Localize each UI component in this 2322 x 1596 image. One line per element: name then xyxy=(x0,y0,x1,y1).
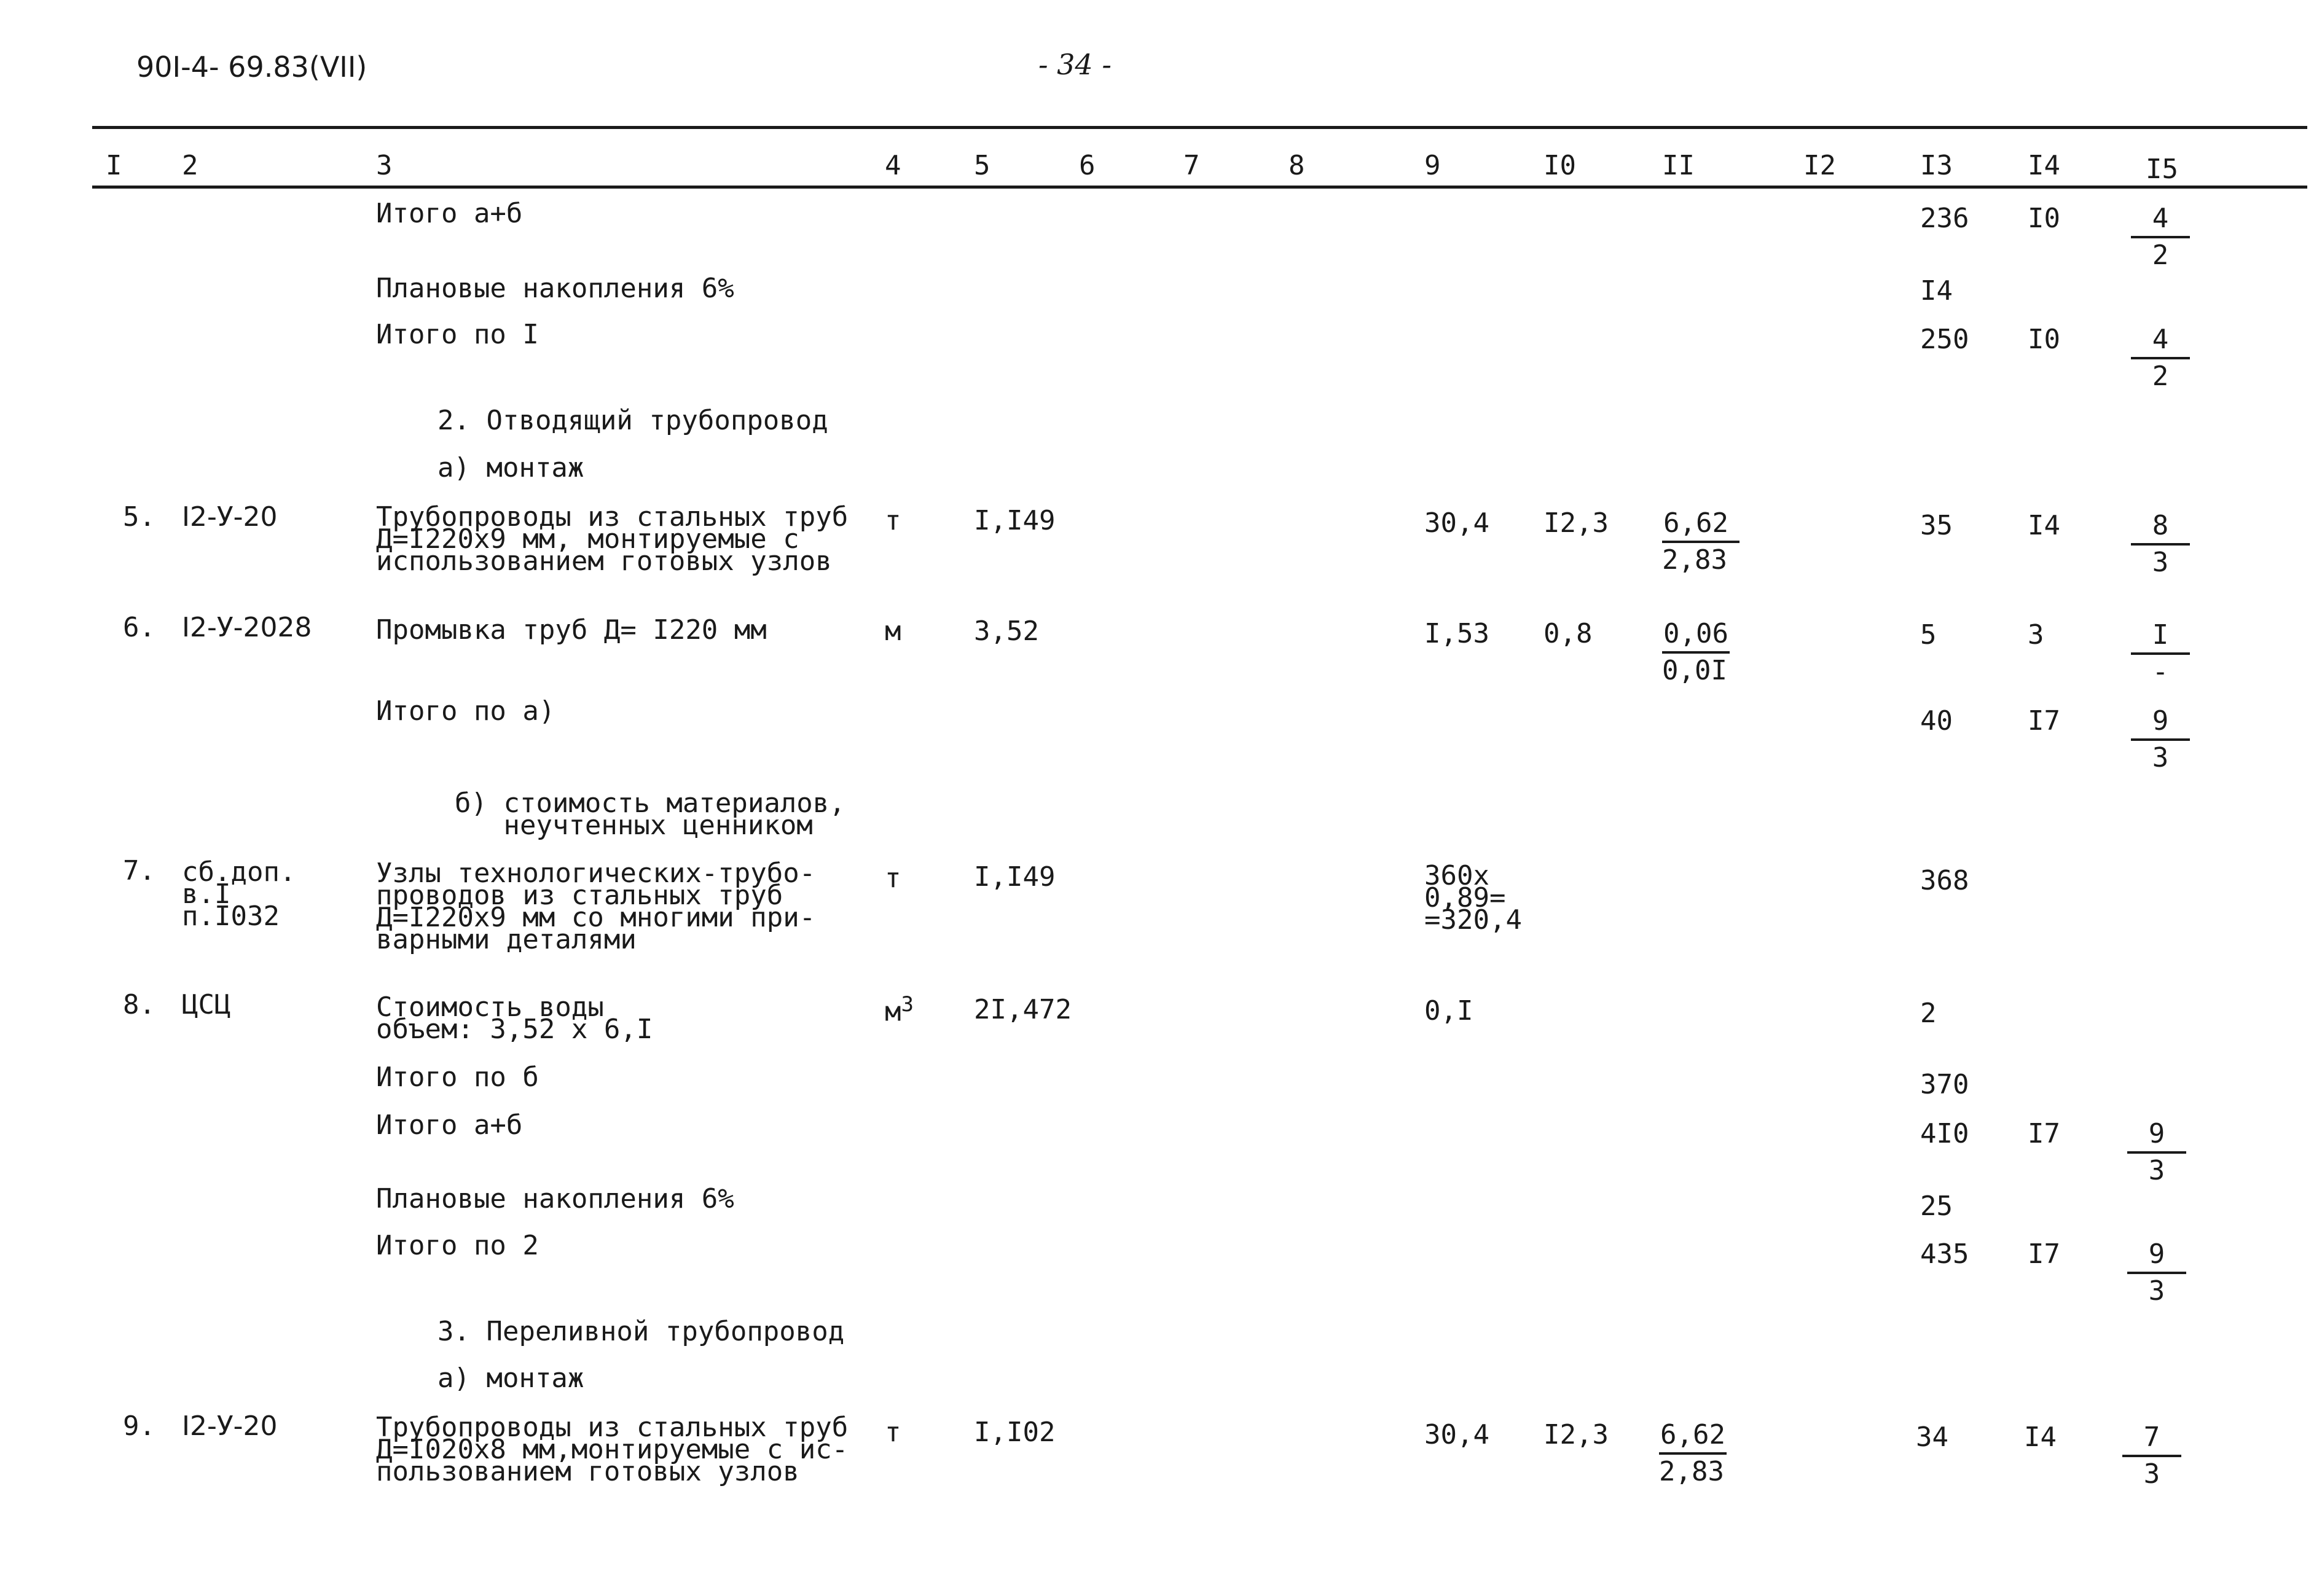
row-number: 6. xyxy=(123,612,155,643)
cell-col9: 0,I xyxy=(1424,995,1473,1027)
row-code: I2-У-20 xyxy=(182,501,278,533)
cell-col11-fraction xyxy=(1659,1419,1727,1487)
cell-col13: I4 xyxy=(1920,275,1953,307)
description-line: пользованием готовых узлов xyxy=(376,1456,799,1487)
cell-col13: 40 xyxy=(1920,705,1953,737)
cell-col9: 30,4 xyxy=(1424,507,1489,539)
cell-col15-fraction xyxy=(2131,705,2190,773)
header-top-rule xyxy=(92,126,2307,129)
cell-col13: 236 xyxy=(1920,203,1969,234)
cell-col5: I,I49 xyxy=(974,861,1056,893)
fraction-denominator: 2,83 xyxy=(1659,1456,1724,1487)
column-header: I4 xyxy=(2028,150,2060,181)
column-header: 9 xyxy=(1424,150,1441,181)
column-header: 4 xyxy=(885,150,901,181)
cell-col14: I0 xyxy=(2028,324,2060,355)
column-header: 8 xyxy=(1288,150,1305,181)
unit-text: м xyxy=(885,996,901,1028)
row-description xyxy=(376,1412,849,1487)
fraction-denominator: 2 xyxy=(2152,240,2169,271)
row-code: I2-У-20 xyxy=(182,1410,278,1442)
cell-col13: 368 xyxy=(1920,865,1969,896)
cell-col9 xyxy=(1424,860,1522,936)
cell-col13: 5 xyxy=(1920,619,1937,651)
fraction-numerator: 8 xyxy=(2131,512,2190,546)
cell-col11-fraction xyxy=(1662,620,1730,684)
cell-unit: м xyxy=(885,616,901,647)
cell-col13: 35 xyxy=(1920,510,1953,541)
cell-col13: 435 xyxy=(1920,1238,1969,1270)
cell-col15-fraction xyxy=(2131,512,2190,576)
column-header: I3 xyxy=(1920,150,1953,181)
unit-superscript: 3 xyxy=(901,992,914,1017)
cell-unit: т xyxy=(885,863,901,894)
fraction-numerator: 4 xyxy=(2131,326,2190,359)
cell-col5: I,I02 xyxy=(974,1417,1056,1448)
description-line: Д=I220х9 мм, монтируемые с xyxy=(376,523,799,555)
cell-col13: 4I0 xyxy=(1920,1118,1969,1149)
cell-col10: I2,3 xyxy=(1543,507,1609,539)
column-header: 6 xyxy=(1079,150,1096,181)
row-description xyxy=(376,501,849,577)
fraction-denominator: 2,83 xyxy=(1662,544,1727,576)
description-line: объем: 3,52 х 6,I xyxy=(376,1014,653,1045)
row-number: 8. xyxy=(123,989,155,1020)
cell-col13: 2 xyxy=(1920,998,1937,1029)
description-line: Д=I020х8 мм,монтируемые с ис- xyxy=(376,1434,849,1465)
cell-col15-fraction xyxy=(2131,205,2190,269)
cell-col9: 30,4 xyxy=(1424,1419,1489,1450)
col9-line: =320,4 xyxy=(1424,904,1522,936)
fraction-denominator: - xyxy=(2152,656,2169,687)
cell-col9: I,53 xyxy=(1424,618,1489,649)
fraction-numerator: 9 xyxy=(2127,1121,2186,1154)
description-line: использованием готовых узлов xyxy=(376,546,832,577)
fraction-denominator: 0,0I xyxy=(1662,655,1727,686)
section-heading: 2. Отводящий трубопровод xyxy=(437,405,828,436)
code-line: сб.доп. xyxy=(182,856,296,888)
fraction-denominator: 3 xyxy=(2152,547,2169,578)
row-code: I2-У-2028 xyxy=(182,612,312,643)
fraction-denominator: 2 xyxy=(2152,361,2169,392)
cell-col14: I7 xyxy=(2028,1238,2060,1270)
column-header: 7 xyxy=(1183,150,1200,181)
subsection-heading: а) монтаж xyxy=(437,452,584,483)
cell-col14: I4 xyxy=(2024,1422,2057,1453)
cell-col5: 2I,472 xyxy=(974,994,1072,1025)
cell-col11-fraction xyxy=(1662,507,1740,576)
page-number: - 34 - xyxy=(1038,48,1112,81)
code-line: в.I xyxy=(182,878,231,910)
cell-col13: 25 xyxy=(1920,1191,1953,1222)
col9-line: 360х xyxy=(1424,860,1489,891)
cell-col14: I7 xyxy=(2028,705,2060,737)
description-line: Стоимость воды xyxy=(376,992,604,1023)
section-heading: 3. Переливной трубопровод xyxy=(437,1316,845,1347)
heading-line: неучтенных ценником xyxy=(503,810,813,841)
cell-col10: I2,3 xyxy=(1543,1419,1609,1450)
cell-col13: 370 xyxy=(1920,1069,1969,1100)
row-description: Итого а+б xyxy=(376,1109,523,1141)
row-description xyxy=(376,858,816,955)
row-description: Плановые накопления 6% xyxy=(376,1183,734,1215)
description-line: варными деталями xyxy=(376,924,637,955)
row-description: Итого по 2 xyxy=(376,1230,539,1261)
fraction-denominator: 3 xyxy=(2148,1275,2165,1307)
row-description xyxy=(376,992,653,1045)
cell-col15-fraction xyxy=(2131,619,2190,687)
fraction-denominator: 3 xyxy=(2143,1458,2160,1490)
cell-col5: I,I49 xyxy=(974,505,1056,536)
fraction-numerator: 6,62 xyxy=(1659,1422,1727,1455)
row-code xyxy=(182,856,296,932)
description-line: Узлы технологических-трубо- xyxy=(376,858,816,889)
row-number: 9. xyxy=(123,1410,155,1442)
column-header: 5 xyxy=(974,150,990,181)
col9-line: 0,89= xyxy=(1424,882,1506,913)
fraction-numerator: 7 xyxy=(2122,1424,2181,1457)
column-header: II xyxy=(1662,150,1695,181)
column-header: I2 xyxy=(1803,150,1836,181)
cell-col13: 250 xyxy=(1920,324,1969,355)
cell-col10: 0,8 xyxy=(1543,618,1593,649)
cell-col14: I0 xyxy=(2028,203,2060,234)
description-line: Д=I220х9 мм со многими при- xyxy=(376,902,816,933)
cell-col15-fraction xyxy=(2127,1238,2186,1307)
description-line: Трубопроводы из стальных труб xyxy=(376,501,849,533)
header-bottom-rule xyxy=(92,186,2307,189)
column-header: I0 xyxy=(1543,150,1576,181)
fraction-numerator: 6,62 xyxy=(1662,510,1740,543)
row-description: Итого по б xyxy=(376,1062,539,1093)
fraction-numerator: I xyxy=(2131,622,2190,655)
document-code: 90I-4- 69.83(VII) xyxy=(136,50,367,84)
row-description: Итого по а) xyxy=(376,695,555,727)
row-code: ЦСЦ xyxy=(182,989,231,1020)
fraction-numerator: 4 xyxy=(2131,205,2190,238)
fraction-numerator: 9 xyxy=(2127,1241,2186,1274)
row-description: Промывка труб Д= I220 мм xyxy=(376,614,767,646)
subsection-heading xyxy=(455,788,845,841)
fraction-numerator: 9 xyxy=(2131,708,2190,741)
row-description: Итого а+б xyxy=(376,198,523,229)
row-description: Итого по I xyxy=(376,319,539,350)
heading-line: б) стоимость материалов, xyxy=(455,788,845,819)
cell-col13: 34 xyxy=(1916,1422,1948,1453)
cell-unit: т xyxy=(885,1417,901,1448)
cell-col15-fraction xyxy=(2127,1118,2186,1186)
cell-col15-fraction xyxy=(2122,1424,2181,1488)
description-line: проводов из стальных труб xyxy=(376,880,783,911)
subsection-heading: а) монтаж xyxy=(437,1363,584,1394)
cell-unit xyxy=(885,994,914,1026)
cell-col14: I4 xyxy=(2028,510,2060,541)
fraction-denominator: 3 xyxy=(2152,742,2169,773)
column-header: I5 xyxy=(2146,154,2178,185)
column-header: 3 xyxy=(376,150,393,181)
row-number: 5. xyxy=(123,501,155,533)
cell-col15-fraction xyxy=(2131,326,2190,390)
row-description: Плановые накопления 6% xyxy=(376,273,734,304)
row-number: 7. xyxy=(123,855,155,886)
column-header: I xyxy=(106,150,122,181)
column-header: 2 xyxy=(182,150,198,181)
cell-col14: 3 xyxy=(2028,619,2044,651)
code-line: п.I032 xyxy=(182,901,280,932)
description-line: Трубопроводы из стальных труб xyxy=(376,1412,849,1443)
cell-col5: 3,52 xyxy=(974,616,1039,647)
cell-col14: I7 xyxy=(2028,1118,2060,1149)
fraction-numerator: 0,06 xyxy=(1662,620,1730,654)
cell-unit: т xyxy=(885,505,901,536)
fraction-denominator: 3 xyxy=(2148,1155,2165,1186)
